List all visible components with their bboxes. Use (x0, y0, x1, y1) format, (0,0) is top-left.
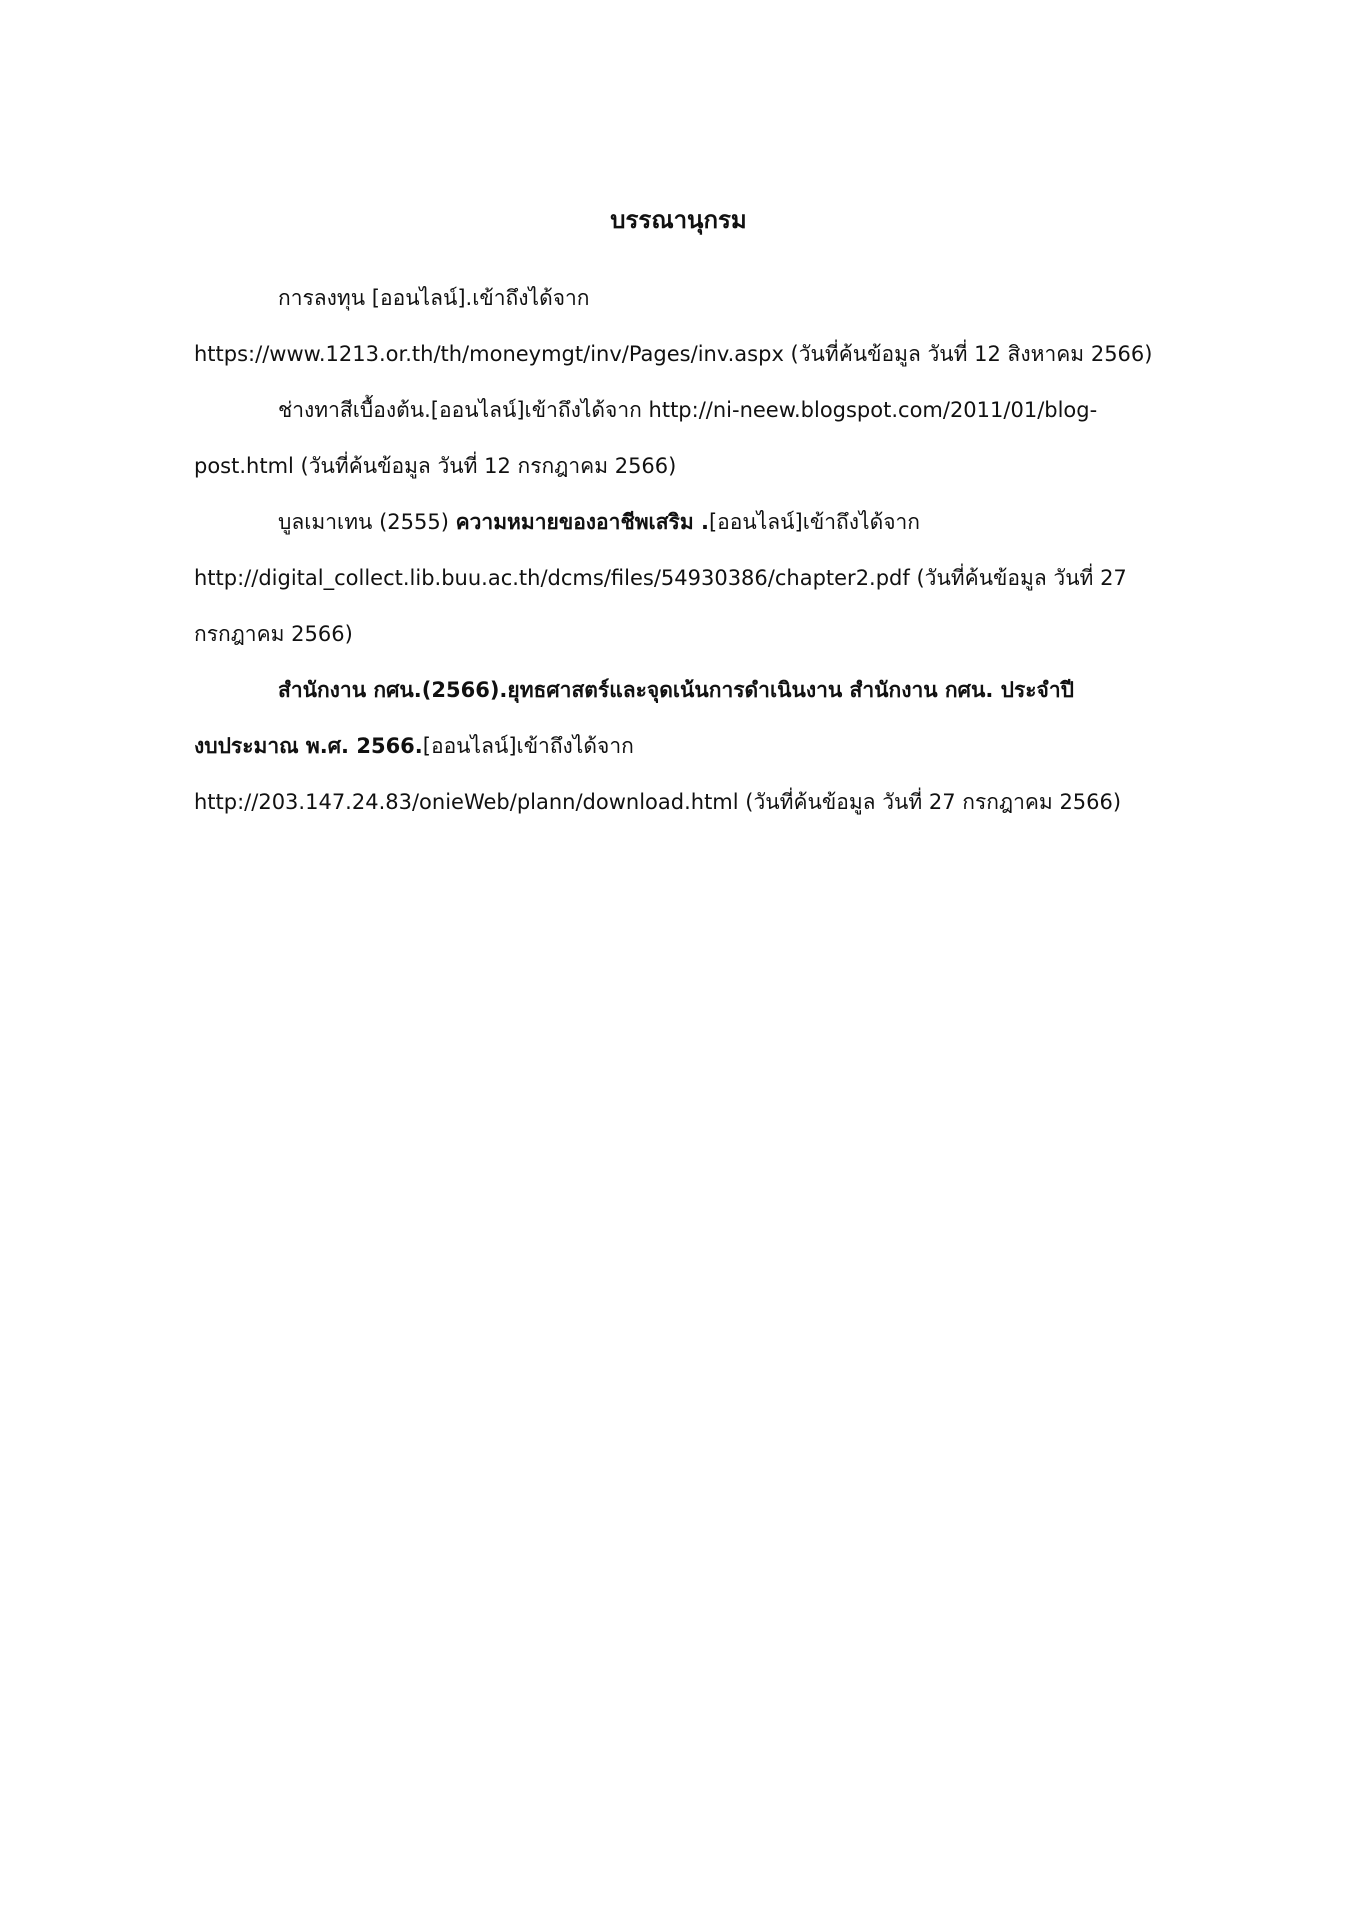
reference-4-access: [ออนไลน์]เข้าถึงได้จาก (422, 734, 634, 758)
reference-2-line-2: post.html (วันที่ค้นข้อมูล วันที่ 12 กรกฎาคม 2566) (194, 454, 677, 478)
reference-3-title: ความหมายของอาชีพเสริม . (455, 510, 709, 534)
reference-4-line-2 (194, 730, 634, 762)
reference-3-author: บูลเมาเทน (2555) (278, 510, 456, 534)
page-title: บรรณานุกรม (610, 206, 747, 234)
reference-1-line-2: https://www.1213.or.th/th/moneymgt/inv/Pages/inv.aspx (วันที่ค้นข้อมูล วันที่ 12 สิงหาคม 2566) (194, 342, 1153, 366)
reference-4-line-3: http://203.147.24.83/onieWeb/plann/download.html (วันที่ค้นข้อมูล วันที่ 27 กรกฎาคม 2566) (194, 790, 1122, 814)
reference-4-title-end: งบประมาณ พ.ศ. 2566. (194, 734, 423, 758)
reference-4-line-1: สำนักงาน กศน.(2566).ยุทธศาสตร์และจุดเน้นการดำเนินงาน สำนักงาน กศน. ประจำปี (278, 678, 1074, 702)
reference-3-access: [ออนไลน์]เข้าถึงได้จาก (708, 510, 921, 534)
reference-1-line-1: การลงทุน [ออนไลน์].เข้าถึงได้จาก (278, 286, 590, 310)
reference-3-line-1 (278, 506, 920, 538)
reference-3-line-2: http://digital_collect.lib.buu.ac.th/dcms/files/54930386/chapter2.pdf (วันที่ค้นข้อมูล วันที่ 27 (194, 566, 1127, 590)
reference-3-line-3: กรกฎาคม 2566) (194, 622, 353, 646)
reference-2-line-1: ช่างทาสีเบื้องต้น.[ออนไลน์]เข้าถึงได้จาก http://ni-neew.blogspot.com/2011/01/blog- (278, 398, 1098, 422)
